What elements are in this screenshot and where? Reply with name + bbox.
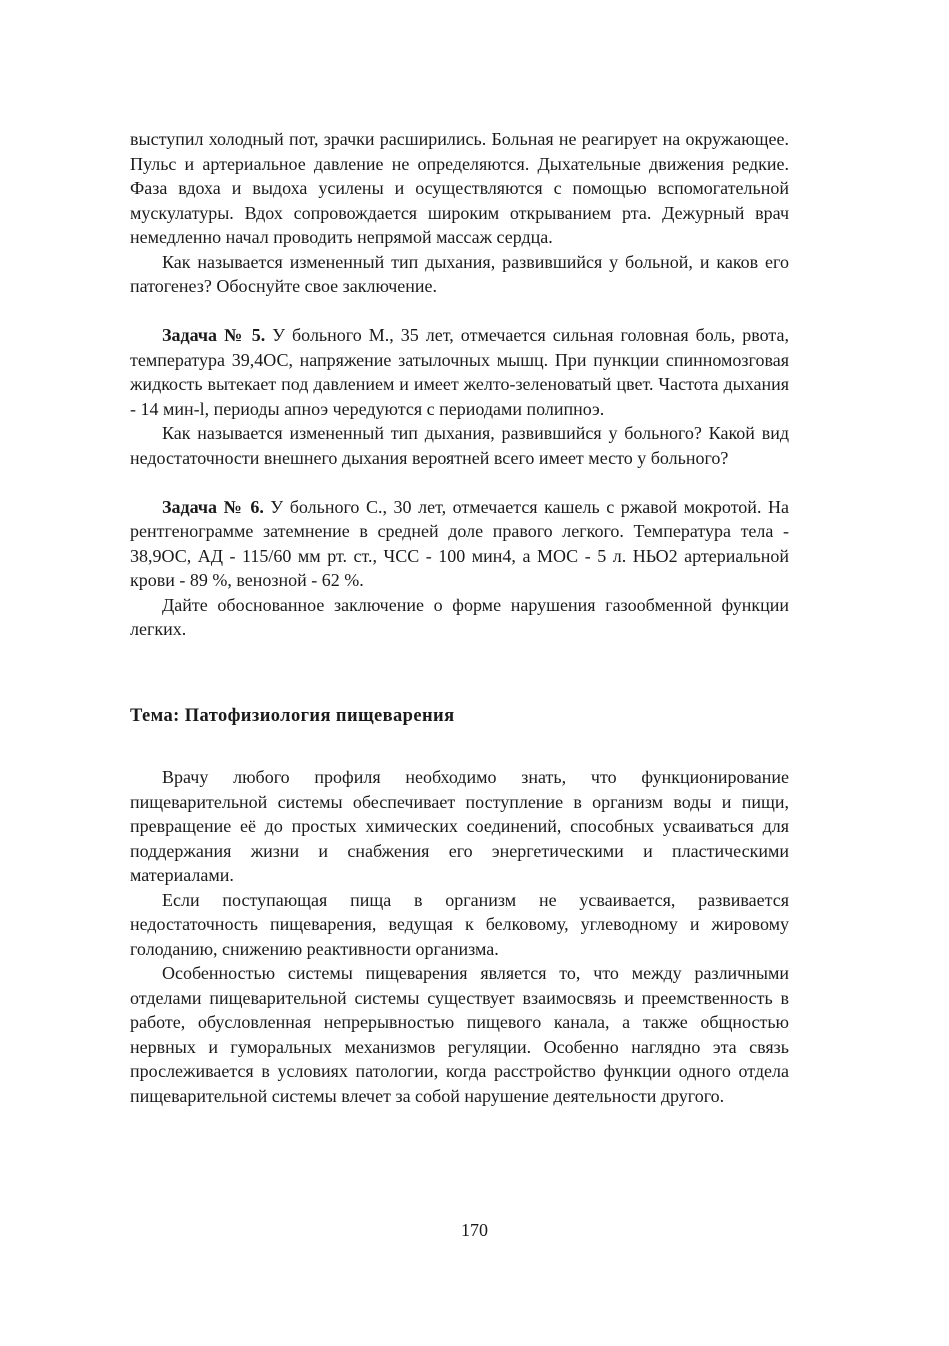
paragraph-case-continuation: выступил холодный пот, зрачки расширились. Больная не реагирует на окружающее. Пульс и артериальное давление не определяются. Дыхательные движения редкие. Фаза вдоха и выдоха усилены и осуществляются с помощью вспомогательной мускулатуры. Вдох сопровождается широким открыванием рта. Дежурный врач немедленно начал проводить непрямой массаж сердца.	[130, 129, 789, 247]
paragraph-case-question: Как называется измененный тип дыхания, развившийся у больной, и каков его патогенез? Обоснуйте свое заключение.	[130, 251, 789, 296]
page-number: 170	[461, 1220, 488, 1240]
spacer	[130, 470, 789, 495]
section-title: Тема: Патофизиология пищеварения	[130, 705, 455, 726]
task-5	[130, 323, 789, 421]
task-6-question: Дайте обоснованное заключение о форме нарушения газообменной функции легких.	[130, 594, 789, 639]
task-6	[130, 495, 789, 593]
task-5-question: Как называется измененный тип дыхания, развившийся у больного? Какой вид недостаточности внешнего дыхания вероятней всего имеет место у больного?	[130, 423, 789, 468]
section-paragraph: Если поступающая пища в организм не усваивается, развивается недостаточность пищеварения, ведущая к белковому, углеводному и жировому голоданию, снижению реактивности организма.	[130, 889, 789, 959]
page-body	[130, 127, 789, 1108]
spacer	[130, 299, 789, 324]
task-5-text: У больного М., 35 лет, отмечается сильная головная боль, рвота, температура 39,4ОС, напряжение затылочных мышц. При пункции спинномозговая жидкость вытекает под давлением и имеет желто-зеленоватый цвет. Частота дыхания - 14 мин-l, периоды апноэ чередуются с периодами полипноэ.	[130, 325, 789, 419]
task-5-label: Задача № 5.	[162, 325, 266, 345]
section-paragraph: Особенностью системы пищеварения является то, что между различными отделами пищеварительной системы существует взаимосвязь и преемственность в работе, обусловленная непрерывностью пищевого канала, а также общностью нервных и гуморальных механизмов регуляции. Особенно наглядно эта связь прослеживается в условиях патологии, когда расстройство функции одного отдела пищеварительной системы влечет за собой нарушение деятельности другого.	[130, 963, 789, 1106]
task-6-label: Задача № 6.	[162, 496, 264, 517]
section-paragraph: Врачу любого профиля необходимо знать, что функционирование пищеварительной системы обеспечивает поступление в организм воды и пищи, превращение её до простых химических соединений, способных усваиваться для поддержания жизни и снабжения его энергетическими и пластическими материалами.	[130, 767, 789, 885]
task-6-text: У больного С., 30 лет, отмечается кашель с ржавой мокротой. На рентгенограмме затемнение в средней доле правого легкого. Температура тела - 38,9ОС, АД - 115/60 мм рт. ст., ЧСС - 100 мин4, а МОС - 5 л. НЬО2 артериальной крови - 89 %, венозной - 62 %.	[130, 496, 790, 590]
